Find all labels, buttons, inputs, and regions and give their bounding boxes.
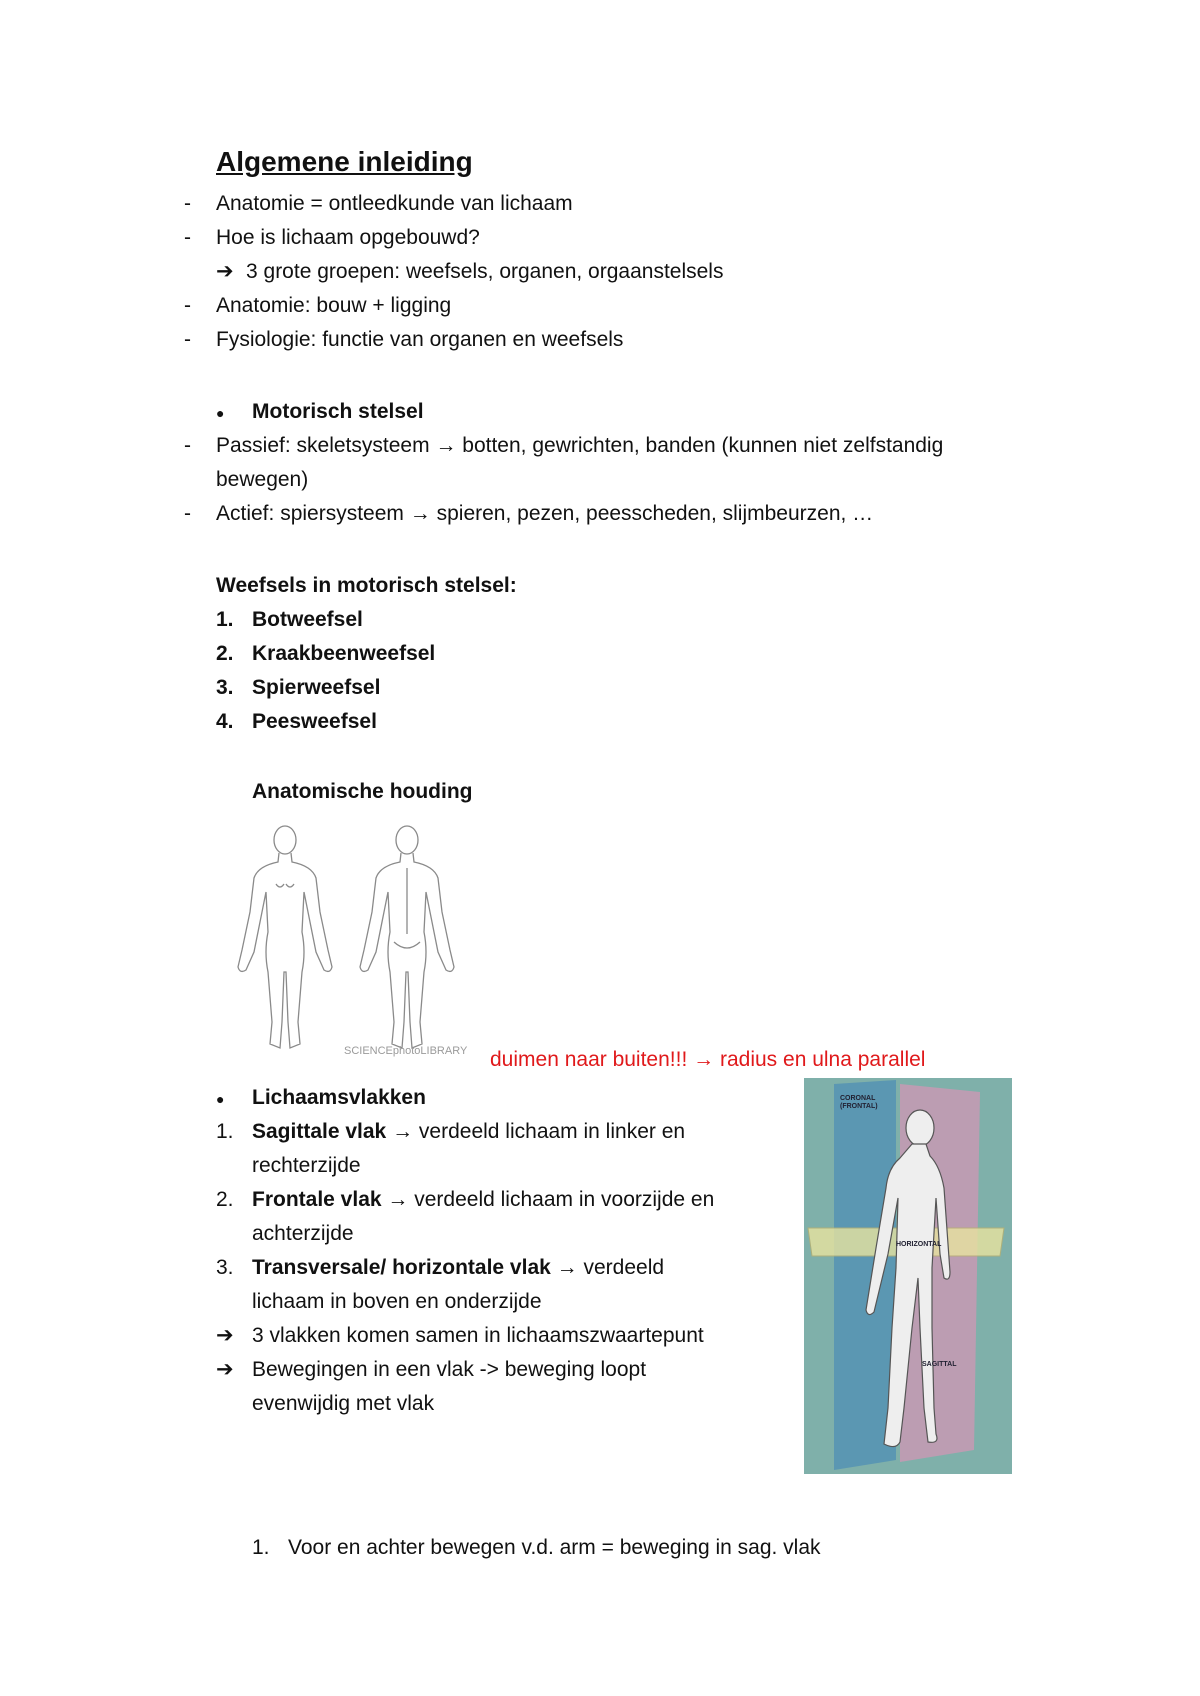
arrow-icon: ➔ xyxy=(216,260,234,283)
label-coronal: CORONAL xyxy=(840,1095,876,1102)
dash-marker: - xyxy=(184,328,191,351)
list-number: 3. xyxy=(216,676,234,699)
arrow-icon: → xyxy=(435,434,457,457)
dash-marker: - xyxy=(184,434,191,457)
conclusion-2-continuation: evenwijdig met vlak xyxy=(252,1392,435,1415)
passief-line xyxy=(216,432,943,460)
vlak-name: Transversale/ horizontale vlak xyxy=(252,1256,551,1279)
bullet-icon: ● xyxy=(216,405,225,421)
weefsel-label: Spierweefsel xyxy=(252,676,381,699)
list-item xyxy=(216,1356,646,1384)
dash-marker: - xyxy=(184,192,191,215)
thumb-note xyxy=(490,1046,925,1074)
houding-heading: Anatomische houding xyxy=(252,780,473,803)
vlak-text: verdeeld xyxy=(583,1256,665,1279)
vlak-text: verdeeld lichaam in linker en xyxy=(418,1120,686,1143)
vlak-name: Frontale vlak xyxy=(252,1188,382,1211)
list-item xyxy=(184,500,874,528)
weefsel-label: Botweefsel xyxy=(252,608,363,631)
list-number: 1. xyxy=(216,1120,234,1143)
intro-line-3: 3 grote groepen: weefsels, organen, orgaanstelsels xyxy=(246,260,724,283)
arrow-icon: ➔ xyxy=(216,1324,234,1347)
vlak-continuation: achterzijde xyxy=(252,1222,354,1245)
arrow-icon: → xyxy=(409,502,431,525)
dash-marker: - xyxy=(184,226,191,249)
passief-label: Passief: skeletsysteem xyxy=(216,434,430,457)
arrow-icon: ➔ xyxy=(216,1358,234,1381)
actief-line xyxy=(216,500,873,528)
dash-marker: - xyxy=(184,294,191,317)
label-horizontal: HORIZONTAL xyxy=(896,1241,942,1248)
arrow-icon: → xyxy=(387,1188,409,1211)
list-item xyxy=(216,258,723,286)
intro-line-1: Anatomie = ontleedkunde van lichaam xyxy=(216,192,573,215)
note-text-b: radius en ulna parallel xyxy=(719,1048,926,1071)
conclusion-2: Bewegingen in een vlak -> beweging loopt xyxy=(252,1358,647,1381)
list-item xyxy=(216,1118,685,1146)
list-item xyxy=(184,326,624,354)
list-item xyxy=(184,190,573,218)
list-item xyxy=(216,708,377,736)
actief-text: spieren, pezen, peesscheden, slijmbeurzen, … xyxy=(436,502,874,525)
list-item xyxy=(216,606,363,634)
passief-continuation: bewegen) xyxy=(216,468,309,491)
weefsels-heading: Weefsels in motorisch stelsel: xyxy=(216,574,517,597)
back-body-outline xyxy=(360,826,454,1048)
intro-line-2: Hoe is lichaam opgebouwd? xyxy=(216,226,480,249)
list-number: 4. xyxy=(216,710,234,733)
motorisch-heading: Motorisch stelsel xyxy=(252,400,424,423)
list-number: 1. xyxy=(252,1536,270,1559)
section-heading-vlakken xyxy=(216,1084,426,1113)
arrow-icon: → xyxy=(556,1256,578,1279)
list-item xyxy=(216,640,435,668)
watermark-text: SCIENCEphotoLIBRARY xyxy=(344,1045,468,1057)
weefsel-label: Kraakbeenweefsel xyxy=(252,642,436,665)
vlak-continuation: rechterzijde xyxy=(252,1154,361,1177)
list-number: 2. xyxy=(216,1188,234,1211)
vlak-name: Sagittale vlak xyxy=(252,1120,387,1143)
list-number: 2. xyxy=(216,642,234,665)
list-item xyxy=(184,432,944,460)
vlakken-heading: Lichaamsvlakken xyxy=(252,1086,426,1109)
list-item xyxy=(216,1186,714,1214)
list-number: 1. xyxy=(216,608,234,631)
dash-marker: - xyxy=(184,502,191,525)
final-text: Voor en achter bewegen v.d. arm = beweging in sag. vlak xyxy=(288,1536,821,1559)
list-item xyxy=(184,224,480,252)
front-body-outline xyxy=(238,826,332,1048)
arrow-icon: → xyxy=(392,1120,414,1143)
list-item xyxy=(252,1534,821,1562)
note-text-a: duimen naar buiten!!! xyxy=(490,1048,688,1071)
weefsel-label: Peesweefsel xyxy=(252,710,377,733)
list-number: 3. xyxy=(216,1256,234,1279)
list-item xyxy=(216,1254,664,1282)
label-sagittal: SAGITTAL xyxy=(922,1361,957,1368)
bullet-icon: ● xyxy=(216,1091,225,1107)
label-frontal: (FRONTAL) xyxy=(840,1103,878,1110)
list-item xyxy=(216,1322,704,1350)
actief-label: Actief: spiersysteem xyxy=(216,502,404,525)
list-item xyxy=(216,674,380,702)
section-heading-motorisch xyxy=(216,398,424,427)
passief-text: botten, gewrichten, banden (kunnen niet zelfstandig xyxy=(462,434,944,457)
anatomical-position-figure xyxy=(228,822,488,1062)
arrow-icon: → xyxy=(693,1048,715,1071)
body-planes-diagram xyxy=(804,1078,1012,1474)
vlak-continuation: lichaam in boven en onderzijde xyxy=(252,1290,542,1313)
page-title: Algemene inleiding xyxy=(216,146,473,177)
coronal-plane xyxy=(834,1080,896,1470)
intro-line-4: Anatomie: bouw + ligging xyxy=(216,294,452,317)
vlak-text: verdeeld lichaam in voorzijde en xyxy=(414,1188,715,1211)
conclusion-1: 3 vlakken komen samen in lichaamszwaartepunt xyxy=(252,1324,704,1347)
intro-line-5: Fysiologie: functie van organen en weefsels xyxy=(216,328,624,351)
list-item xyxy=(184,292,452,320)
